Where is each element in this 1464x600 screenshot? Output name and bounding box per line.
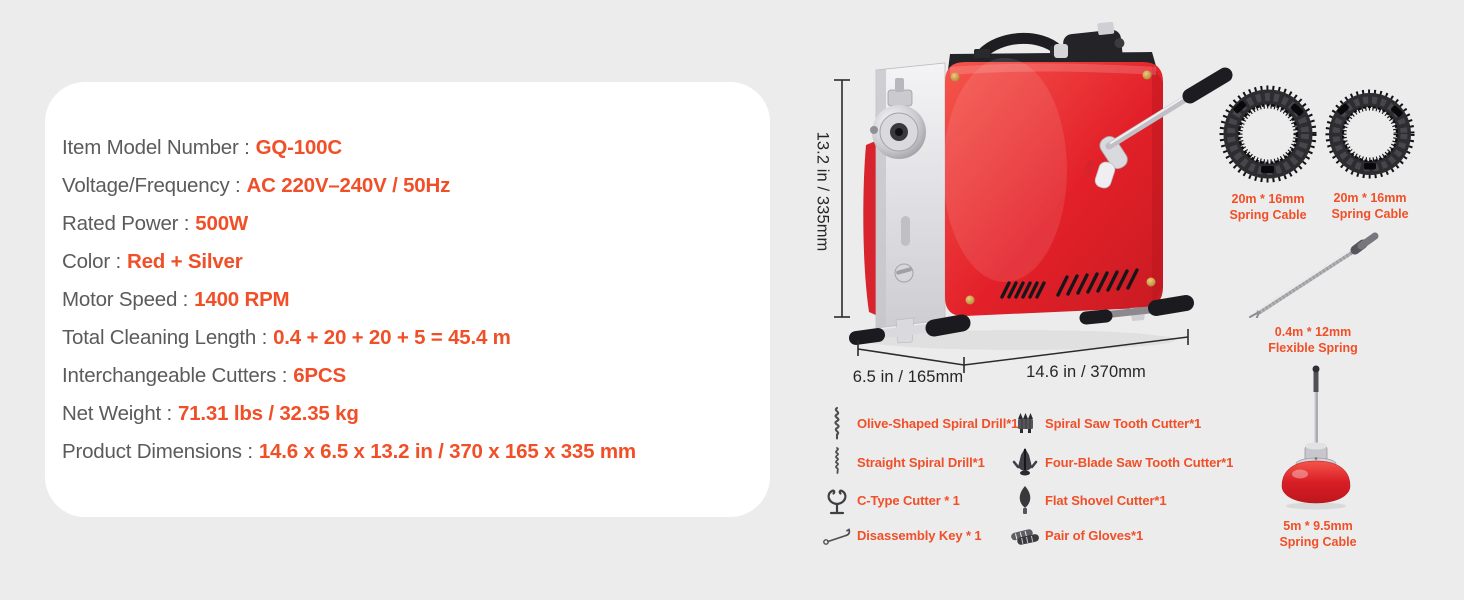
spec-value: 6PCS [293, 364, 346, 387]
accessory-item [1010, 445, 1233, 479]
dimension-label-height: 13.2 in / 335mm [813, 131, 832, 252]
spec-value: GQ-100C [255, 136, 342, 159]
spec-row-model [62, 129, 760, 167]
spec-label: Item Model Number : [62, 136, 250, 159]
spec-row-net-weight [62, 395, 760, 433]
straight-spiral-drill-icon [822, 445, 852, 479]
accessory-label: C-Type Cutter * 1 [857, 492, 960, 508]
spec-label: Color : [62, 250, 121, 273]
spec-value: 0.4 + 20 + 20 + 5 = 45.4 m [273, 326, 511, 349]
coil-image [1215, 84, 1321, 184]
body-highlight [943, 58, 1067, 282]
accessory-item [822, 406, 1018, 440]
spec-label: Voltage/Frequency : [62, 174, 241, 197]
spec-label: Rated Power : [62, 212, 190, 235]
spec-label: Total Cleaning Length : [62, 326, 268, 349]
accessory-item [822, 483, 960, 517]
spec-row-power [62, 205, 760, 243]
spec-value: 1400 RPM [194, 288, 290, 311]
spec-row-cutters [62, 357, 760, 395]
accessory-item [1010, 406, 1201, 440]
spec-row-dimensions [62, 433, 760, 471]
flexible-spring-photo [1243, 228, 1383, 356]
spring-cable-coil-photo [1321, 88, 1419, 222]
carry-handle [982, 38, 1058, 54]
spec-value: Red + Silver [126, 250, 243, 273]
accessory-label: Flat Shovel Cutter*1 [1045, 492, 1167, 508]
dimension-line-height [834, 80, 850, 317]
flexible-spring-image [1243, 228, 1383, 318]
spec-value: 14.6 x 6.5 x 13.2 in / 370 x 165 x 335 mm [258, 440, 636, 463]
spiral-saw-tooth-cutter-icon [1010, 406, 1040, 440]
spec-row-cleaning-length [62, 319, 760, 357]
body-edge-shade [1152, 65, 1163, 305]
spec-label: Net Weight : [62, 402, 173, 425]
spec-row-color [62, 243, 760, 281]
coil-image [1321, 88, 1419, 180]
accessory-label: Four-Blade Saw Tooth Cutter*1 [1045, 454, 1234, 470]
olive-spiral-drill-icon [822, 406, 852, 440]
flat-shovel-cutter-icon [1010, 483, 1040, 517]
spec-row-voltage [62, 167, 760, 205]
photo-caption-line: 20m * 16mm [1333, 191, 1407, 205]
accessory-label: Spiral Saw Tooth Cutter*1 [1045, 415, 1202, 431]
spec-value: AC 220V–240V / 50Hz [246, 174, 451, 197]
accessory-item [822, 445, 985, 479]
spec-label: Interchangeable Cutters : [62, 364, 288, 387]
accessory-item [1010, 518, 1143, 552]
accessory-label: Straight Spiral Drill*1 [857, 454, 985, 470]
spec-card [45, 82, 770, 517]
machine-photo [800, 20, 1240, 380]
spec-label: Motor Speed : [62, 288, 189, 311]
gloves-icon [1010, 518, 1040, 552]
c-type-cutter-icon [822, 483, 852, 517]
drum-cable-photo [1262, 362, 1374, 550]
spec-label: Product Dimensions : [62, 440, 253, 463]
accessory-item [1010, 483, 1167, 517]
accessory-item [822, 518, 982, 552]
photo-caption-line: 0.4m * 12mm [1274, 325, 1352, 339]
dimension-label-depth: 6.5 in / 165mm [852, 368, 964, 386]
spring-cable-coil-photo [1215, 84, 1321, 223]
photo-caption-line: Spring Cable [1279, 534, 1357, 549]
photo-caption-line: 20m * 16mm [1231, 192, 1305, 206]
spec-value: 500W [195, 212, 249, 235]
handle-mount [974, 49, 990, 58]
panel-edge-shade [876, 69, 886, 328]
photo-caption-line: Flexible Spring [1268, 340, 1358, 355]
motor-fitting [1054, 44, 1068, 58]
four-blade-saw-tooth-cutter-icon [1010, 445, 1040, 479]
spec-value: 71.31 lbs / 32.35 kg [178, 402, 359, 425]
spec-row-motor-speed [62, 281, 760, 319]
photo-caption-line: 5m * 9.5mm [1283, 519, 1353, 533]
accessory-label: Olive-Shaped Spiral Drill*1 [857, 415, 1019, 431]
photo-caption-line: Spring Cable [1331, 206, 1409, 221]
panel-slot [901, 216, 910, 246]
disassembly-key-icon [822, 518, 852, 552]
drum-image [1262, 362, 1374, 510]
photo-caption-line: Spring Cable [1229, 207, 1307, 222]
dimension-label-width: 14.6 in / 370mm [1026, 363, 1146, 381]
accessory-label: Disassembly Key * 1 [857, 527, 982, 543]
accessory-label: Pair of Gloves*1 [1045, 527, 1144, 543]
